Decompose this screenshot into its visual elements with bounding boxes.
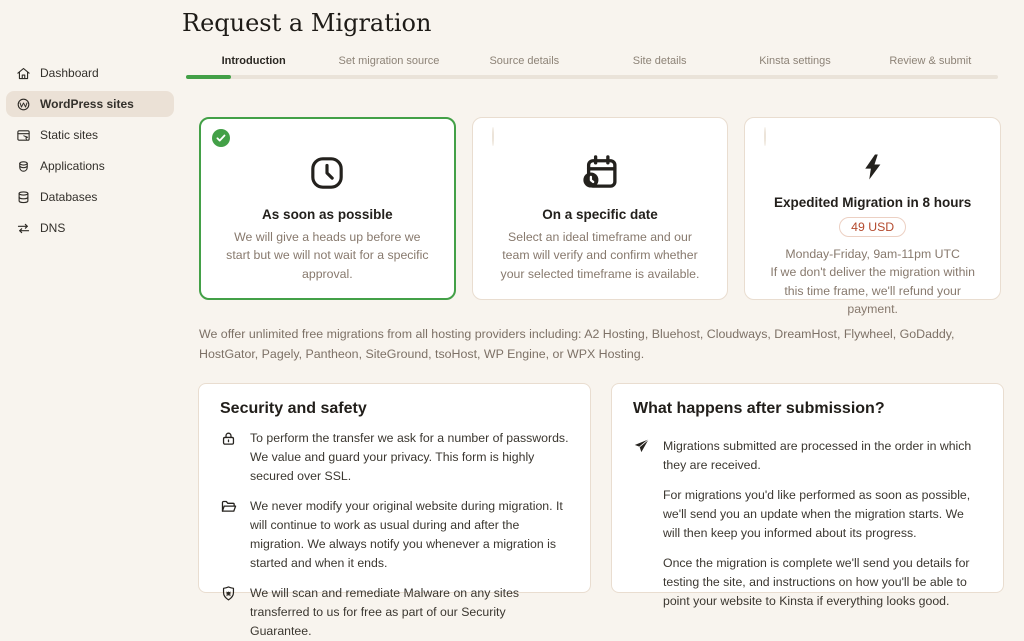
dns-icon [16, 221, 31, 236]
paper-plane-icon [633, 438, 650, 455]
price-badge: 49 USD [839, 217, 906, 237]
stepper-tabs [186, 49, 998, 75]
option-card-asap[interactable] [199, 117, 456, 300]
migration-options [199, 117, 1001, 317]
sidebar-item-label: WordPress sites [40, 97, 134, 111]
tab-site-details[interactable]: Site details [632, 55, 687, 67]
providers-note: We offer unlimited free migrations from all hosting providers including: A2 Hosting, Bluehost, Cloudways, DreamHost, Flywheel, GoDaddy, HostGator, Pagely, Pantheon, SiteGround, tsoHost, WP Engine, or WPX Hosting. [199, 327, 955, 361]
option-card-specific-date[interactable] [472, 117, 729, 300]
sidebar-item-static-sites[interactable] [6, 122, 174, 148]
shield-bug-icon [220, 585, 237, 602]
static-sites-icon [16, 128, 31, 143]
radio-selected[interactable] [212, 129, 230, 147]
option-schedule [767, 245, 978, 319]
security-item-no-modify [220, 497, 569, 573]
radio-unselected[interactable] [484, 128, 502, 146]
refund-text: If we don't deliver the migration within this time frame, we'll refund your payment. [770, 265, 975, 317]
submission-panel [611, 383, 1004, 609]
main-content [180, 0, 1024, 639]
option-title: Expedited Migration in 8 hours [774, 195, 972, 210]
databases-icon [16, 190, 31, 205]
option-title: As soon as possible [262, 207, 393, 222]
info-panels [198, 383, 1004, 639]
tab-kinsta-settings[interactable]: Kinsta settings [759, 55, 831, 67]
folder-icon [220, 498, 237, 515]
submission-lead-text: Migrations submitted are processed in the order in which they are received. [663, 438, 972, 472]
security-panel-title: Security and safety [220, 399, 367, 417]
security-item-malware [220, 584, 569, 641]
sidebar-item-label: Static sites [40, 128, 99, 142]
sidebar-item-applications[interactable] [6, 153, 174, 179]
security-item-text: To perform the transfer we ask for a number of passwords. We value and guard your privacy. This form is highly secured over SSL. [250, 430, 569, 483]
page-title: Request a Migration [182, 9, 432, 37]
tab-review-submit[interactable]: Review & submit [889, 55, 972, 67]
sidebar-item-label: DNS [40, 221, 66, 235]
tab-introduction[interactable]: Introduction [221, 55, 286, 67]
lock-icon [220, 430, 237, 447]
check-circle-icon [212, 129, 230, 147]
wordpress-icon [16, 97, 31, 112]
calendar-clock-icon [579, 152, 621, 194]
option-description: We will give a heads up before we start but we will not wait for a specific approval. [226, 230, 429, 281]
schedule-text: Monday-Friday, 9am-11pm UTC [785, 247, 960, 261]
security-item-text: We never modify your original website during migration. It will continue to work as usual during and after the migration. We always notify you whenever a migration is started and when it ends. [250, 498, 563, 570]
sidebar-item-label: Databases [40, 190, 98, 204]
submission-panel-title: What happens after submission? [633, 399, 885, 417]
sidebar-item-label: Applications [40, 159, 105, 173]
security-item-text: We will scan and remediate Malware on any sites transferred to us for free as part of our Security Guarantee. [250, 586, 520, 639]
option-description: Select an ideal timeframe and our team will verify and confirm whether your selected timeframe is available. [500, 230, 700, 281]
applications-icon [16, 159, 31, 174]
submission-lead [633, 437, 982, 475]
sidebar-item-label: Dashboard [40, 66, 99, 80]
sidebar-item-dashboard[interactable] [6, 60, 174, 86]
radio-unselected[interactable] [756, 128, 774, 146]
sidebar [0, 0, 180, 577]
submission-paragraph: For migrations you'd like performed as soon as possible, we'll send you an update when the migration starts. We will then keep you informed about its progress. [663, 487, 971, 540]
option-card-expedited[interactable] [744, 117, 1001, 317]
sidebar-item-databases[interactable] [6, 184, 174, 210]
option-title: On a specific date [542, 207, 658, 222]
tab-source-details[interactable]: Source details [489, 55, 560, 67]
submission-paragraph: Once the migration is complete we'll send you details for testing the site, and instructions on how you'll be able to point your website to Kinsta if everything looks good. [663, 555, 970, 609]
clock-icon [307, 153, 347, 193]
security-item-passwords [220, 429, 569, 486]
security-panel [198, 383, 591, 639]
home-icon [16, 66, 31, 81]
sidebar-item-wordpress-sites[interactable] [6, 91, 174, 117]
stepper-progress-track [186, 75, 998, 79]
stepper-progress-fill [186, 75, 231, 79]
tab-set-migration-source[interactable]: Set migration source [338, 55, 440, 67]
sidebar-item-dns[interactable] [6, 215, 174, 241]
lightning-icon [858, 150, 888, 184]
